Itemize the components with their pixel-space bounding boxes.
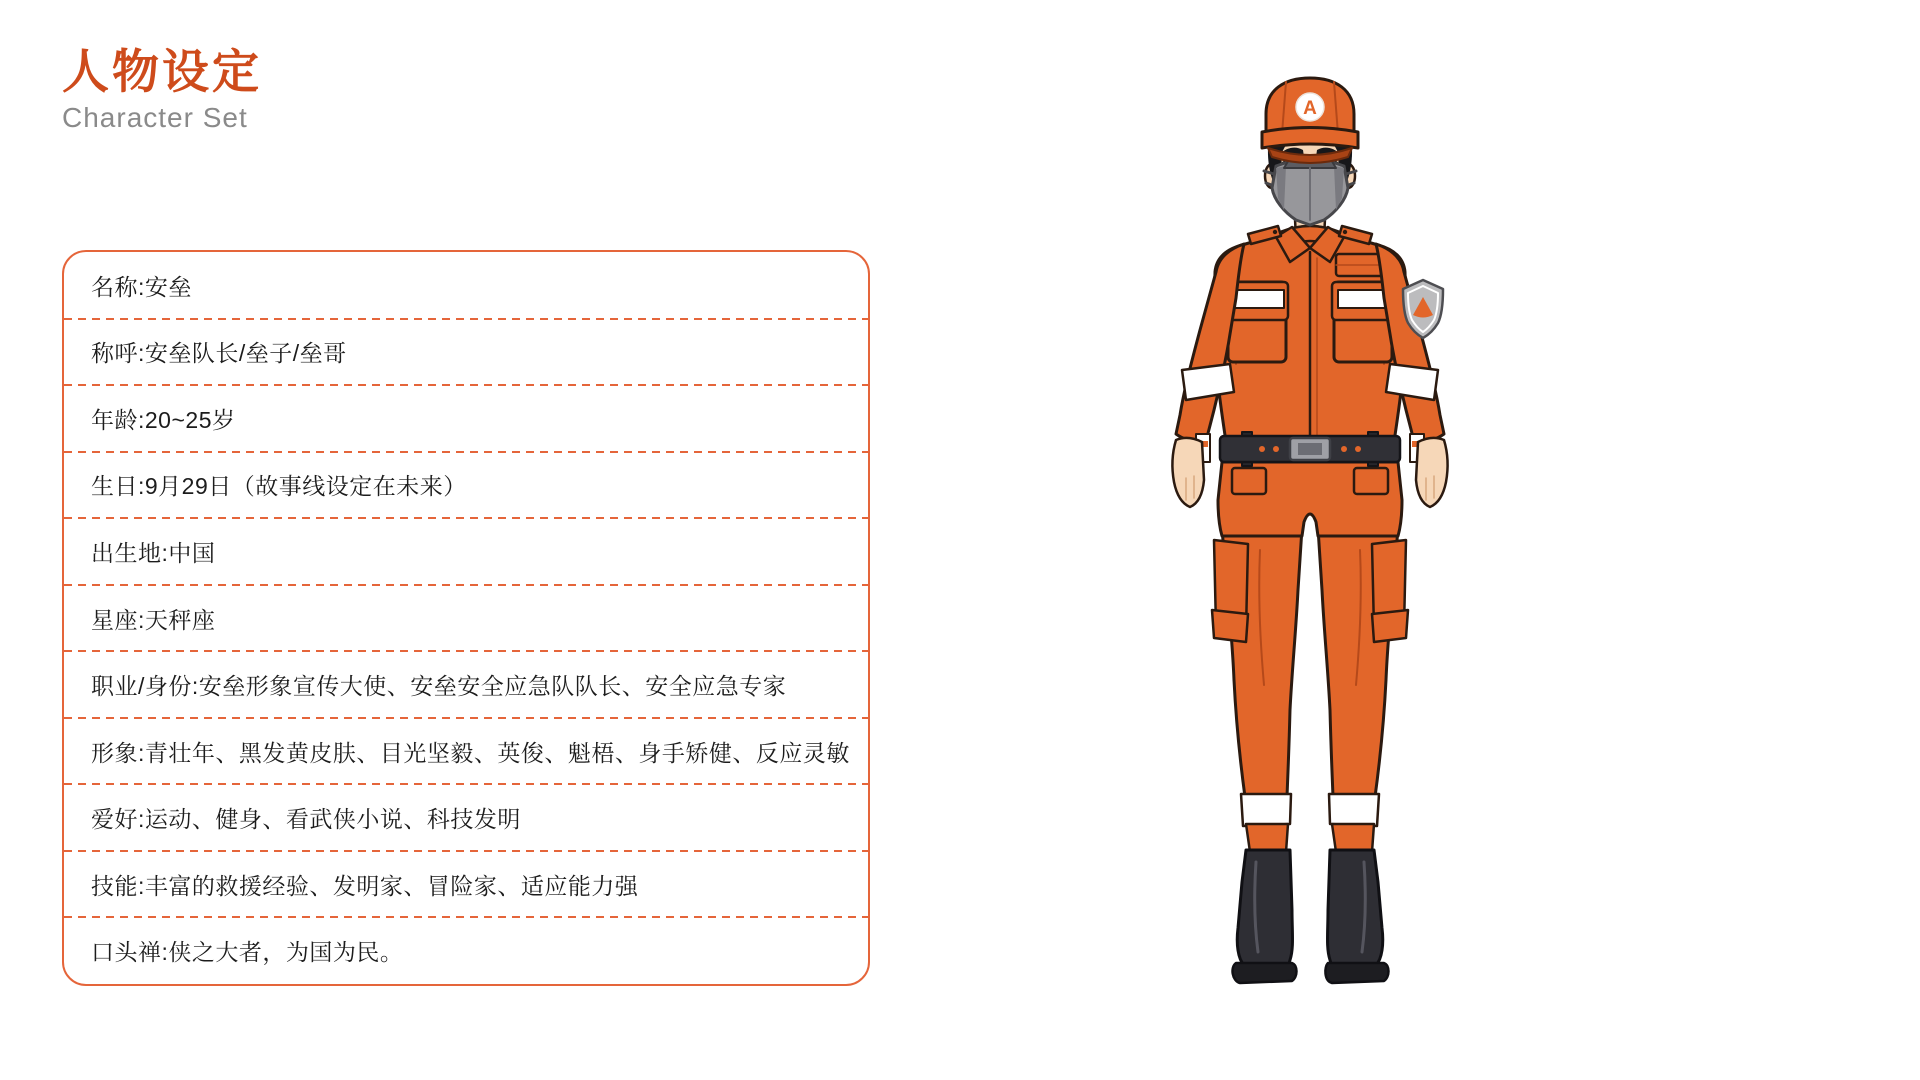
head — [1262, 78, 1358, 225]
pant-cuffs — [1246, 824, 1374, 852]
attribute-row-birthday — [64, 452, 868, 519]
attribute-text: 出生地:中国 — [91, 539, 216, 566]
belt — [1220, 432, 1400, 466]
attribute-text: 职业/身份:安垒形象宣传大使、安垒安全应急队队长、安全应急专家 — [91, 673, 787, 700]
attribute-text: 生日:9月29日（故事线设定在未来） — [91, 473, 467, 500]
respirator-mask — [1264, 158, 1356, 225]
character-illustration — [1140, 70, 1480, 1010]
cap-logo-icon — [1296, 93, 1324, 121]
attribute-row-name — [64, 252, 868, 319]
cargo-pocket-left — [1212, 540, 1248, 642]
attribute-text: 口头禅:侠之大者，为国为民。 — [91, 939, 404, 966]
attribute-text: 年龄:20~25岁 — [91, 406, 236, 433]
attribute-text: 名称:安垒 — [91, 273, 192, 300]
page-subtitle: Character Set — [62, 101, 248, 133]
reflective-shin-bands — [1241, 794, 1379, 826]
cargo-pocket-right — [1372, 540, 1408, 642]
attribute-row-hobbies — [64, 784, 868, 851]
hand-left — [1172, 438, 1204, 507]
attribute-row-birthplace — [64, 518, 868, 585]
header — [62, 46, 262, 134]
attribute-text: 称呼:安垒队长/垒子/垒哥 — [91, 340, 347, 367]
waist-flap-right — [1354, 468, 1388, 494]
reflective-stripe — [1230, 290, 1284, 308]
attribute-row-alias — [64, 319, 868, 386]
jacket — [1214, 226, 1406, 442]
boot-left — [1233, 850, 1297, 983]
attribute-text: 爱好:运动、健身、看武侠小说、科技发明 — [91, 806, 521, 833]
pants — [1212, 528, 1408, 797]
page-title: 人物设定 — [62, 45, 262, 98]
character-info-card — [62, 250, 870, 986]
attribute-row-appearance — [64, 718, 868, 785]
character-illustration-container — [1140, 70, 1480, 1010]
attribute-row-constellation — [64, 585, 868, 652]
hand-right — [1416, 438, 1448, 507]
attribute-text: 技能:丰富的救援经验、发明家、冒险家、适应能力强 — [91, 872, 639, 899]
attribute-row-occupation — [64, 651, 868, 718]
boot-right — [1325, 850, 1388, 983]
attribute-text: 形象:青壮年、黑发黄皮肤、目光坚毅、英俊、魁梧、身手矫健、反应灵敏 — [91, 739, 850, 766]
hips — [1218, 462, 1402, 536]
attribute-row-skills — [64, 851, 868, 918]
cap-logo-letter: A — [1303, 98, 1317, 119]
attribute-row-catchphrase — [64, 917, 868, 984]
waist-flap-left — [1232, 468, 1266, 494]
attribute-row-age — [64, 385, 868, 452]
attribute-text: 星座:天秤座 — [91, 606, 216, 633]
